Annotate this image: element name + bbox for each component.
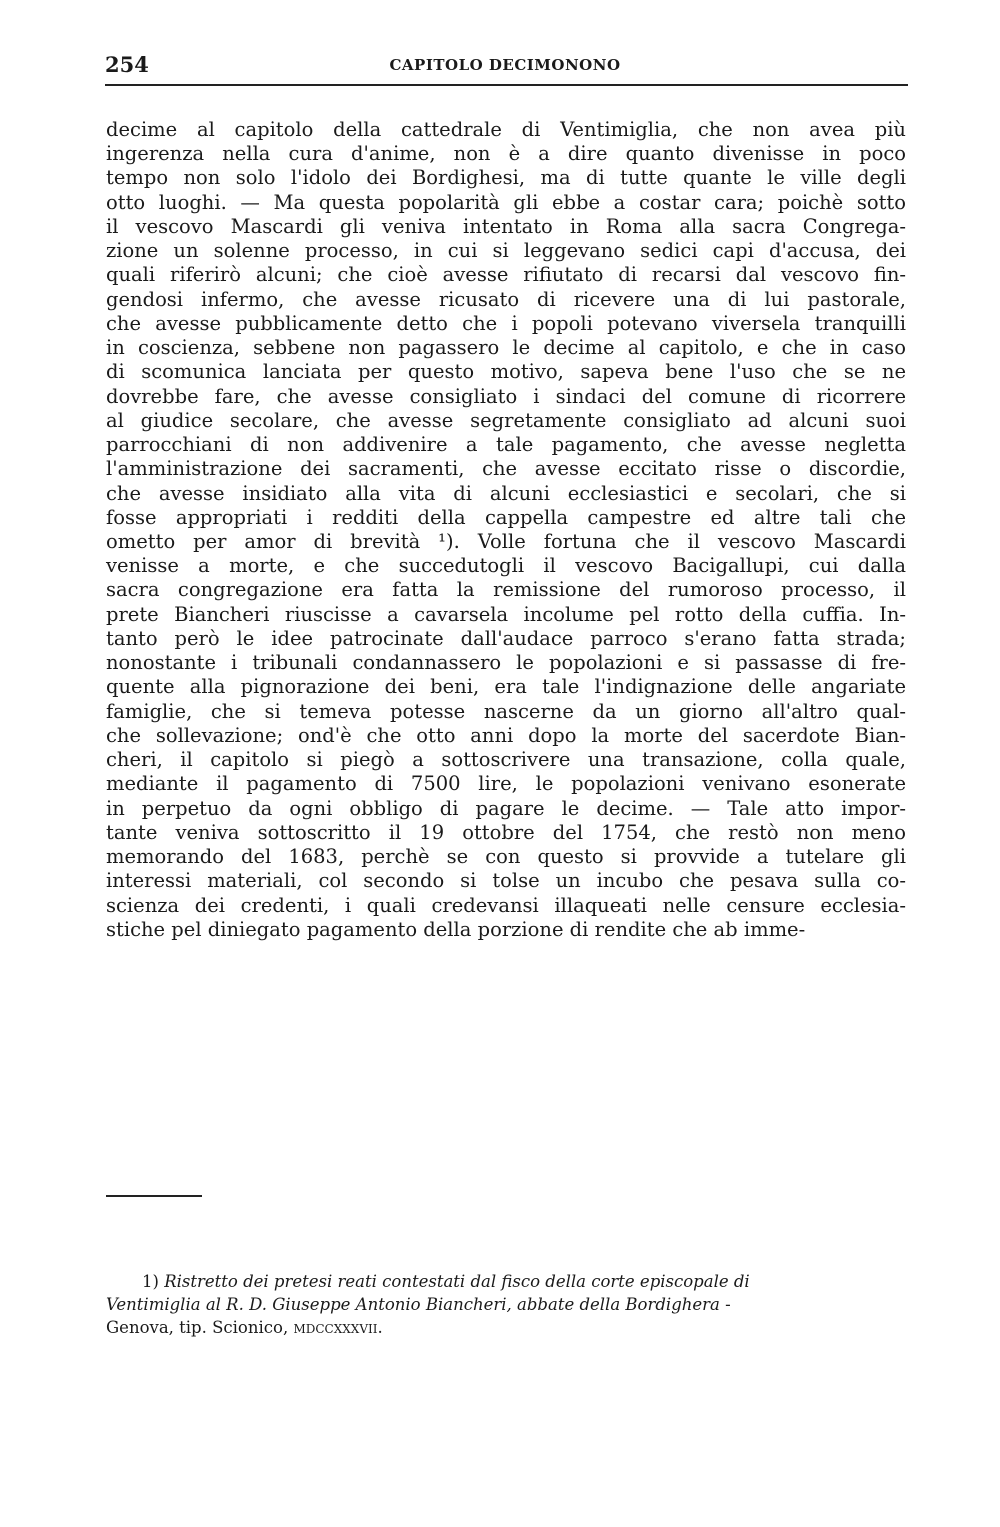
text-line: ingerenza nella cura d'anime, non è a dire quanto divenisse in poco	[106, 142, 906, 166]
text-line: ometto per amor di brevità ¹). Volle fortuna che il vescovo Mascardi	[106, 529, 906, 553]
footnote-citation: Ristretto dei pretesi reati contestati dal fisco della corte episcopale di	[164, 1272, 750, 1291]
text-line: tante veniva sottoscritto il 19 ottobre del 1754, che restò non meno	[106, 820, 906, 844]
text-line: in coscienza, sebbene non pagassero le decime al capitolo, e che in caso	[106, 336, 906, 360]
footnotes	[106, 1270, 906, 1339]
text-line: scienza dei credenti, i quali credevansi illaqueati nelle censure ecclesia-	[106, 893, 906, 917]
text-line: l'amministrazione dei sacramenti, che avesse eccitato risse o discordie,	[106, 457, 906, 481]
text-line: tanto però le idee patrocinate dall'audace parroco s'erano fatta strada;	[106, 626, 906, 650]
page-header	[105, 44, 905, 76]
footnote-year: mdccxxxvii.	[293, 1318, 383, 1337]
text-line: interessi materiali, col secondo si tolse un incubo che pesava sulla co-	[106, 869, 906, 893]
text-line: quente alla pignorazione dei beni, era tale l'indignazione delle angariate	[106, 675, 906, 699]
text-line: zione un solenne processo, in cui si leggevano sedici capi d'accusa, dei	[106, 239, 906, 263]
text-line: che sollevazione; ond'è che otto anni dopo la morte del sacerdote Bian-	[106, 723, 906, 747]
text-line: mediante il pagamento di 7500 lire, le popolazioni venivano esonerate	[106, 772, 906, 796]
body-text	[106, 118, 906, 942]
text-line: gendosi infermo, che avesse ricusato di ricevere una di lui pastorale,	[106, 287, 906, 311]
text-line: nonostante i tribunali condannassero le popolazioni e si passasse di fre-	[106, 651, 906, 675]
footnote-citation: Ventimiglia al R. D. Giuseppe Antonio Biancheri, abbate della Bordighera	[106, 1295, 720, 1314]
footnote-line	[106, 1316, 906, 1339]
text-line: memorando del 1683, perchè se con questo si provvide a tutelare gli	[106, 845, 906, 869]
footnote-publisher: Genova, tip. Scionico,	[106, 1318, 294, 1337]
text-line: quali riferirò alcuni; che cioè avesse rifiutato di recarsi dal vescovo fin-	[106, 263, 906, 287]
text-line: stiche pel diniegato pagamento della porzione di rendite che ab imme-	[106, 917, 806, 941]
text-line: il vescovo Mascardi gli veniva intentato in Roma alla sacra Congrega-	[106, 214, 906, 238]
text-line: parrocchiani di non addivenire a tale pagamento, che avesse negletta	[106, 433, 906, 457]
text-line: in perpetuo da ogni obbligo di pagare le decime. — Tale atto impor-	[106, 796, 906, 820]
header-rule	[105, 84, 908, 86]
page-number: 254	[105, 52, 149, 77]
text-line: sacra congregazione era fatta la remissione del rumoroso processo, il	[106, 578, 906, 602]
text-line: dovrebbe fare, che avesse consigliato i sindaci del comune di ricorrere	[106, 384, 906, 408]
text-line: venisse a morte, e che succedutogli il vescovo Bacigallupi, cui dalla	[106, 554, 906, 578]
text-line: di scomunica lanciata per questo motivo, sapeva bene l'uso che se ne	[106, 360, 906, 384]
footnote-line	[106, 1293, 906, 1316]
text-line: cheri, il capitolo si piegò a sottoscrivere una transazione, colla quale,	[106, 748, 906, 772]
text-line: tempo non solo l'idolo dei Bordighesi, ma di tutte quante le ville degli	[106, 166, 906, 190]
footnote-dash: -	[719, 1295, 731, 1314]
text-line: famiglie, che si temeva potesse nascerne da un giorno all'altro qual-	[106, 699, 906, 723]
running-title: CAPITOLO DECIMONONO	[389, 56, 621, 74]
text-line: che avesse insidiato alla vita di alcuni ecclesiastici e secolari, che si	[106, 481, 906, 505]
text-line: fosse appropriati i redditi della cappella campestre ed altre tali che	[106, 505, 906, 529]
footnote-line	[106, 1270, 906, 1293]
footnote-rule	[106, 1195, 202, 1197]
text-line: otto luoghi. — Ma questa popolarità gli ebbe a costar cara; poichè sotto	[106, 190, 906, 214]
footnote-marker: 1)	[142, 1272, 159, 1291]
text-line: prete Biancheri riuscisse a cavarsela incolume pel rotto della cuffia. In-	[106, 602, 906, 626]
text-line: che avesse pubblicamente detto che i popoli potevano viversela tranquilli	[106, 311, 906, 335]
text-line: decime al capitolo della cattedrale di Ventimiglia, che non avea più	[106, 118, 906, 141]
text-line: al giudice secolare, che avesse segretamente consigliato ad alcuni suoi	[106, 408, 906, 432]
